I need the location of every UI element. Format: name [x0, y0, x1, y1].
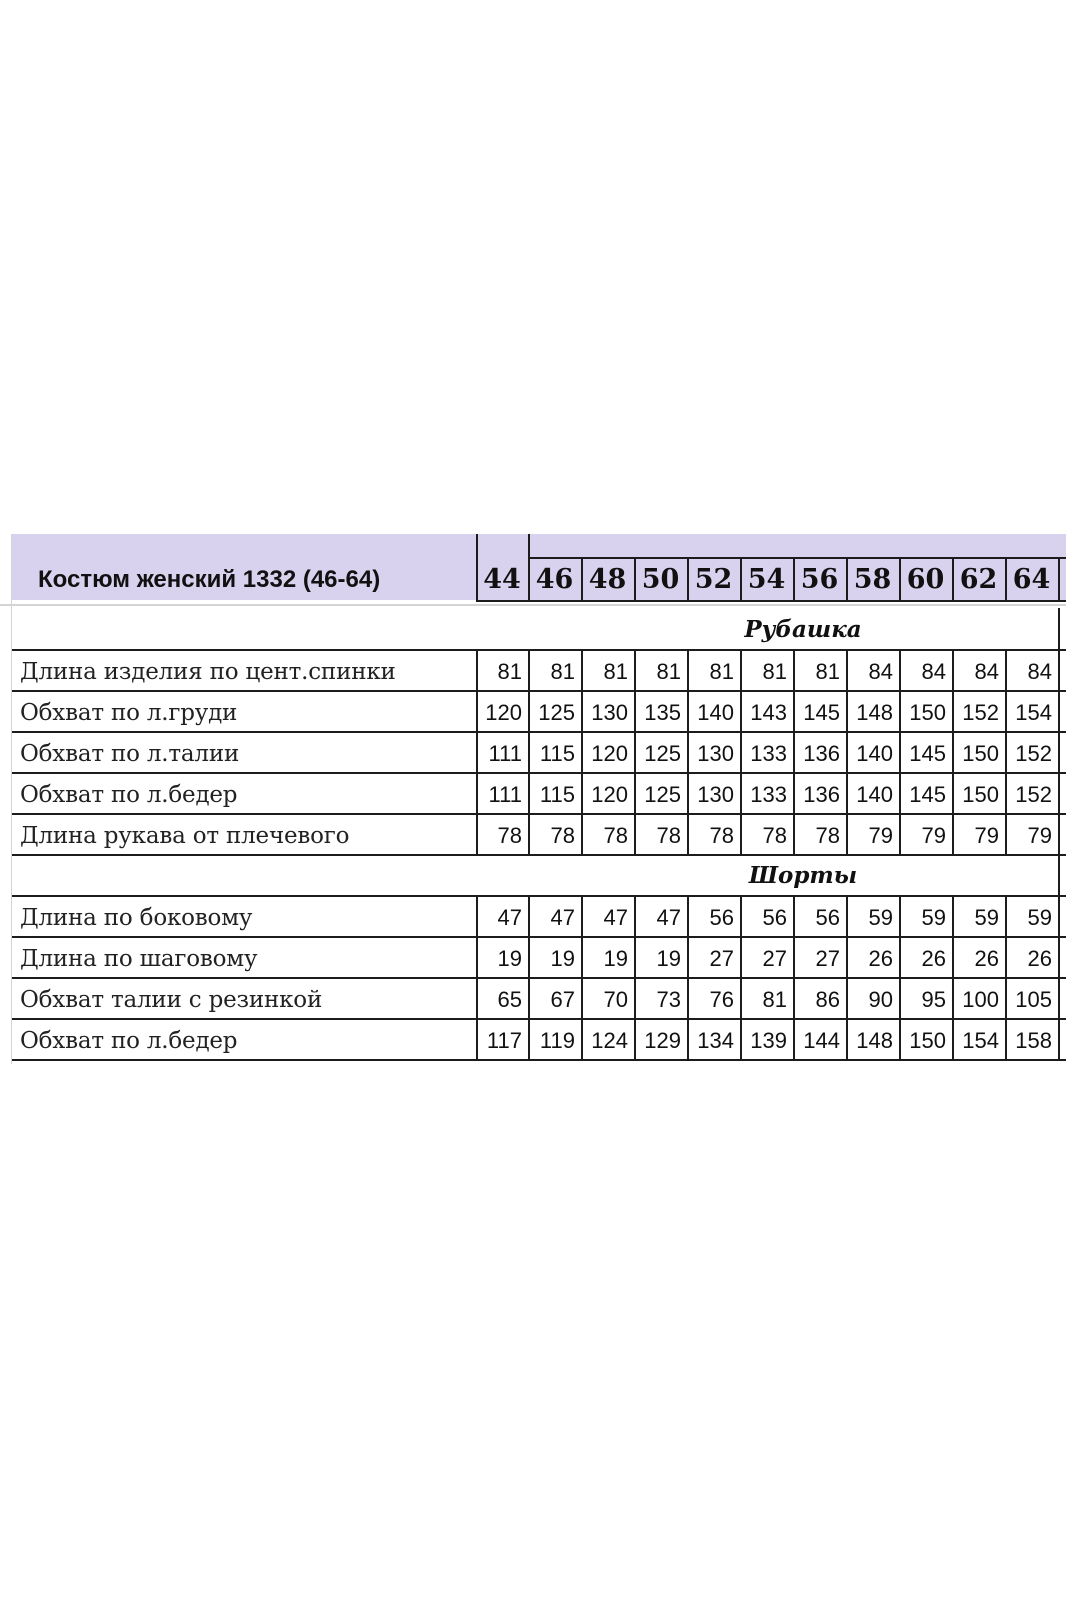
- measurement-value: 120: [485, 700, 522, 725]
- cell-col-line: [899, 895, 901, 936]
- cell-col-line: [687, 690, 689, 731]
- cell-col-line: [634, 936, 636, 977]
- cell-col-line: [634, 895, 636, 936]
- measurement-value: 84: [868, 659, 893, 684]
- cell-col-line: [687, 731, 689, 772]
- measurement-value: 47: [656, 905, 681, 930]
- cell-col-line: [634, 772, 636, 813]
- measurement-value: 79: [1027, 823, 1052, 848]
- measurement-value: 27: [762, 946, 787, 971]
- cell-col-line: [581, 936, 583, 977]
- cell-col-line: [740, 690, 742, 731]
- measurement-value: 27: [709, 946, 734, 971]
- measurement-value: 125: [538, 700, 575, 725]
- size-header: 60: [906, 564, 945, 595]
- cell-col-line: [581, 772, 583, 813]
- cell-col-line: [581, 690, 583, 731]
- section-title: Рубашка: [744, 616, 862, 643]
- measurement-value: 79: [921, 823, 946, 848]
- measurement-value: 59: [868, 905, 893, 930]
- cell-col-line: [952, 813, 954, 854]
- measurement-label: Обхват по л.груди: [20, 700, 238, 726]
- measurement-value: 81: [762, 987, 787, 1012]
- measurement-value: 152: [962, 700, 999, 725]
- cell-col-line: [476, 690, 478, 731]
- cell-col-line: [899, 649, 901, 690]
- cell-col-line: [528, 895, 530, 936]
- measurement-value: 140: [697, 700, 734, 725]
- table-edge-line: [1058, 608, 1060, 1059]
- measurement-value: 81: [550, 659, 575, 684]
- cell-col-line: [846, 649, 848, 690]
- cell-col-line: [476, 936, 478, 977]
- cell-col-line: [899, 936, 901, 977]
- measurement-value: 47: [603, 905, 628, 930]
- cell-col-line: [846, 690, 848, 731]
- measurement-value: 148: [856, 700, 893, 725]
- cell-col-line: [846, 1018, 848, 1059]
- row-bottom-line: [12, 854, 1066, 856]
- measurement-value: 81: [603, 659, 628, 684]
- section-title: Шорты: [748, 862, 858, 889]
- cell-col-line: [687, 649, 689, 690]
- measurement-value: 67: [550, 987, 575, 1012]
- measurement-value: 78: [815, 823, 840, 848]
- cell-col-line: [1005, 1018, 1007, 1059]
- measurement-value: 143: [750, 700, 787, 725]
- measurement-value: 78: [709, 823, 734, 848]
- header-bottom-line: [476, 600, 1066, 602]
- row-bottom-line: [12, 936, 1066, 938]
- size-header: 48: [588, 564, 627, 595]
- measurement-value: 81: [656, 659, 681, 684]
- cell-col-line: [634, 1018, 636, 1059]
- measurement-value: 65: [497, 987, 522, 1012]
- measurement-value: 73: [656, 987, 681, 1012]
- size-header: 58: [853, 564, 892, 595]
- measurement-value: 81: [497, 659, 522, 684]
- measurement-label: Обхват талии с резинкой: [20, 987, 323, 1013]
- measurement-value: 79: [974, 823, 999, 848]
- measurement-value: 152: [1015, 782, 1052, 807]
- cell-col-line: [528, 649, 530, 690]
- cell-col-line: [1005, 936, 1007, 977]
- cell-col-line: [528, 813, 530, 854]
- measurement-value: 86: [815, 987, 840, 1012]
- measurement-value: 26: [974, 946, 999, 971]
- table-title: Костюм женский 1332 (46-64): [38, 566, 381, 593]
- measurement-value: 79: [868, 823, 893, 848]
- cell-col-line: [1005, 649, 1007, 690]
- measurement-value: 115: [539, 741, 575, 766]
- measurement-value: 81: [709, 659, 734, 684]
- cell-col-line: [634, 649, 636, 690]
- cell-col-line: [1005, 772, 1007, 813]
- cell-col-line: [634, 813, 636, 854]
- cell-col-line: [476, 1018, 478, 1059]
- cell-col-line: [528, 977, 530, 1018]
- cell-col-line: [793, 772, 795, 813]
- measurement-value: 59: [974, 905, 999, 930]
- size-header: 64: [1012, 564, 1051, 595]
- measurement-value: 70: [603, 987, 628, 1012]
- cell-col-line: [899, 977, 901, 1018]
- measurement-value: 19: [656, 946, 681, 971]
- measurement-value: 134: [697, 1028, 734, 1053]
- row-bottom-line: [12, 1018, 1066, 1020]
- measurement-label: Длина по боковому: [20, 905, 253, 931]
- cell-col-line: [581, 813, 583, 854]
- measurement-label: Длина изделия по цент.спинки: [20, 659, 396, 685]
- measurement-value: 59: [1027, 905, 1052, 930]
- measurement-value: 154: [962, 1028, 999, 1053]
- measurement-value: 140: [856, 741, 893, 766]
- section-bottom-line: [12, 649, 1066, 651]
- cell-col-line: [581, 731, 583, 772]
- measurement-value: 111: [488, 741, 522, 766]
- measurement-value: 84: [974, 659, 999, 684]
- row-bottom-line: [12, 1059, 1066, 1061]
- cell-col-line: [528, 690, 530, 731]
- measurement-value: 111: [488, 782, 522, 807]
- measurement-value: 130: [697, 782, 734, 807]
- cell-col-line: [581, 1018, 583, 1059]
- measurement-value: 105: [1015, 987, 1052, 1012]
- measurement-value: 95: [921, 987, 946, 1012]
- cell-col-line: [952, 649, 954, 690]
- measurement-value: 117: [486, 1028, 522, 1053]
- cell-col-line: [528, 936, 530, 977]
- measurement-value: 136: [803, 741, 840, 766]
- size-header: 54: [747, 564, 786, 595]
- cell-col-line: [528, 1018, 530, 1059]
- measurement-value: 19: [603, 946, 628, 971]
- measurement-value: 150: [962, 782, 999, 807]
- cell-col-line: [846, 772, 848, 813]
- measurement-value: 56: [709, 905, 734, 930]
- measurement-value: 115: [539, 782, 575, 807]
- cell-col-line: [793, 936, 795, 977]
- cell-col-line: [687, 1018, 689, 1059]
- header-divider-line: [528, 557, 1066, 559]
- cell-col-line: [476, 731, 478, 772]
- cell-col-line: [740, 731, 742, 772]
- cell-col-line: [793, 690, 795, 731]
- measurement-value: 119: [539, 1028, 575, 1053]
- cell-col-line: [793, 649, 795, 690]
- measurement-value: 125: [644, 741, 681, 766]
- measurement-value: 47: [550, 905, 575, 930]
- cell-col-line: [476, 895, 478, 936]
- cell-col-line: [899, 1018, 901, 1059]
- measurement-value: 84: [1027, 659, 1052, 684]
- measurement-value: 145: [909, 782, 946, 807]
- measurement-value: 26: [1027, 946, 1052, 971]
- measurement-value: 120: [591, 782, 628, 807]
- row-bottom-line: [12, 813, 1066, 815]
- row-bottom-line: [12, 731, 1066, 733]
- measurement-value: 78: [762, 823, 787, 848]
- measurement-value: 158: [1015, 1028, 1052, 1053]
- section-bottom-line: [12, 895, 1066, 897]
- cell-col-line: [846, 731, 848, 772]
- cell-col-line: [687, 813, 689, 854]
- measurement-value: 144: [803, 1028, 840, 1053]
- cell-col-line: [581, 977, 583, 1018]
- row-bottom-line: [12, 690, 1066, 692]
- measurement-value: 84: [921, 659, 946, 684]
- cell-col-line: [793, 895, 795, 936]
- cell-col-line: [952, 936, 954, 977]
- measurement-label: Обхват по л.бедер: [20, 1028, 238, 1054]
- measurement-value: 150: [909, 700, 946, 725]
- row-bottom-line: [12, 772, 1066, 774]
- measurement-value: 150: [962, 741, 999, 766]
- cell-col-line: [740, 813, 742, 854]
- size-header: 56: [800, 564, 839, 595]
- measurement-value: 81: [815, 659, 840, 684]
- cell-col-line: [899, 772, 901, 813]
- measurement-value: 150: [909, 1028, 946, 1053]
- cell-col-line: [634, 731, 636, 772]
- cell-col-line: [899, 731, 901, 772]
- measurement-value: 78: [550, 823, 575, 848]
- size-header: 44: [483, 564, 521, 595]
- measurement-value: 125: [644, 782, 681, 807]
- cell-col-line: [899, 813, 901, 854]
- measurement-value: 135: [644, 700, 681, 725]
- measurement-value: 129: [644, 1028, 681, 1053]
- cell-col-line: [740, 772, 742, 813]
- measurement-value: 148: [856, 1028, 893, 1053]
- cell-col-line: [528, 772, 530, 813]
- measurement-value: 26: [868, 946, 893, 971]
- cell-col-line: [476, 772, 478, 813]
- cell-col-line: [1005, 977, 1007, 1018]
- cell-col-line: [1005, 813, 1007, 854]
- measurement-value: 145: [803, 700, 840, 725]
- measurement-value: 133: [750, 782, 787, 807]
- measurement-value: 59: [921, 905, 946, 930]
- cell-col-line: [476, 977, 478, 1018]
- measurement-value: 133: [750, 741, 787, 766]
- cell-col-line: [1005, 895, 1007, 936]
- measurement-label: Длина по шаговому: [20, 946, 258, 972]
- cell-col-line: [740, 895, 742, 936]
- cell-col-line: [581, 649, 583, 690]
- size-header: 62: [959, 564, 998, 595]
- cell-col-line: [687, 772, 689, 813]
- header-col-separator: [1058, 557, 1060, 600]
- cell-col-line: [476, 649, 478, 690]
- size-header: 46: [535, 564, 574, 595]
- cell-col-line: [952, 895, 954, 936]
- cell-col-line: [476, 813, 478, 854]
- cell-col-line: [846, 895, 848, 936]
- cell-col-line: [793, 813, 795, 854]
- cell-col-line: [846, 936, 848, 977]
- measurement-value: 78: [497, 823, 522, 848]
- measurement-value: 26: [921, 946, 946, 971]
- measurement-value: 90: [868, 987, 893, 1012]
- size-header: 52: [694, 564, 733, 595]
- measurement-value: 140: [856, 782, 893, 807]
- measurement-value: 78: [656, 823, 681, 848]
- measurement-value: 56: [815, 905, 840, 930]
- cell-col-line: [952, 772, 954, 813]
- cell-col-line: [952, 977, 954, 1018]
- measurement-value: 100: [962, 987, 999, 1012]
- cell-col-line: [687, 977, 689, 1018]
- measurement-value: 136: [803, 782, 840, 807]
- cell-col-line: [952, 731, 954, 772]
- cell-col-line: [1005, 690, 1007, 731]
- cell-col-line: [740, 936, 742, 977]
- cell-col-line: [528, 731, 530, 772]
- cell-col-line: [740, 649, 742, 690]
- measurement-label: Обхват по л.талии: [20, 741, 240, 767]
- measurement-value: 56: [762, 905, 787, 930]
- size-header: 50: [641, 564, 680, 595]
- cell-col-line: [793, 977, 795, 1018]
- measurement-value: 19: [550, 946, 575, 971]
- cell-col-line: [687, 895, 689, 936]
- measurement-value: 152: [1015, 741, 1052, 766]
- cell-col-line: [1005, 731, 1007, 772]
- cell-col-line: [634, 977, 636, 1018]
- measurement-value: 145: [909, 741, 946, 766]
- row-bottom-line: [12, 977, 1066, 979]
- measurement-value: 120: [591, 741, 628, 766]
- measurement-value: 124: [591, 1028, 628, 1053]
- cell-col-line: [581, 895, 583, 936]
- measurement-value: 154: [1015, 700, 1052, 725]
- measurement-value: 47: [497, 905, 522, 930]
- cell-col-line: [634, 690, 636, 731]
- cell-col-line: [952, 690, 954, 731]
- cell-col-line: [740, 977, 742, 1018]
- measurement-value: 130: [697, 741, 734, 766]
- measurement-value: 76: [709, 987, 734, 1012]
- cell-col-line: [740, 1018, 742, 1059]
- measurement-value: 130: [591, 700, 628, 725]
- cell-col-line: [687, 936, 689, 977]
- cell-col-line: [952, 1018, 954, 1059]
- left-gridline: [11, 534, 12, 1064]
- header-bottom-gridline: [0, 604, 1066, 606]
- cell-col-line: [846, 977, 848, 1018]
- measurement-value: 27: [815, 946, 840, 971]
- measurement-value: 81: [762, 659, 787, 684]
- measurement-value: 139: [750, 1028, 787, 1053]
- cell-col-line: [846, 813, 848, 854]
- measurement-value: 78: [603, 823, 628, 848]
- measurement-label: Обхват по л.бедер: [20, 782, 238, 808]
- cell-col-line: [899, 690, 901, 731]
- measurement-value: 19: [497, 946, 522, 971]
- cell-col-line: [793, 1018, 795, 1059]
- measurement-label: Длина рукава от плечевого: [20, 823, 350, 849]
- cell-col-line: [793, 731, 795, 772]
